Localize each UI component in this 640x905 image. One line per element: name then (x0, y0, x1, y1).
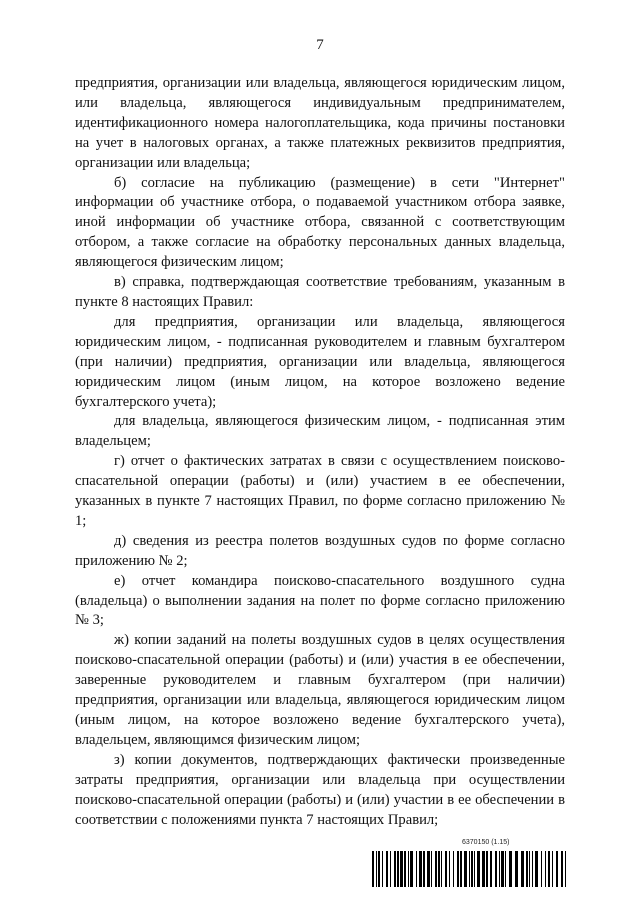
document-code: 6370150 (1.15) (462, 839, 510, 846)
paragraph-item-z: з) копии документов, подтверждающих фактически произведенные затраты предприятия, организации или владельца при осуществлении поисково-спасательной операции (работы) и (или) участии в ее обеспечении в соответствии с положениями пункта 7 настоящих Правил; (75, 751, 565, 828)
paragraph-item-b: б) согласие на публикацию (размещение) в сети "Интернет" информации об участнике отбора, о подаваемой участником отбора заявке, иной информации об участнике отбора, связанной с соответствующим отбором, а также согласие на обработку персональных данных владельца, являющегося физическим лицом; (75, 174, 565, 271)
barcode (372, 851, 567, 887)
paragraph-item-g: г) отчет о фактических затратах в связи с осуществлением поисково-спасательной операции (работы) и (или) участием в ее обеспечении, указанных в пункте 7 настоящих Правил, по форме согласно приложению № 1; (75, 453, 565, 529)
paragraph-item-zh: ж) копии заданий на полеты воздушных судов в целях осуществления поисково-спасательной операции (работы) и (или) участия в ее обеспечении, заверенные руководителем и главным бухгалтером (при наличии) предприятия, организации или владельца, являющегося юридическим лицом (иным лицом, на которое возложено ведение бухгалтерского учета), владельцем, являющимся физическим лицом; (75, 632, 565, 748)
paragraph-item-v: в) справка, подтверждающая соответствие требованиям, указанным в пункте 8 настоящих Правил: (75, 274, 565, 310)
paragraph-item-d: д) сведения из реестра полетов воздушных судов по форме согласно приложению № 2; (75, 532, 565, 569)
paragraph-individual: для владельца, являющегося физическим лицом, - подписанная этим владельцем; (75, 413, 565, 450)
paragraph-item-e: е) отчет командира поисково-спасательного воздушного судна (владельца) о выполнении задания на полет по форме согласно приложению № 3; (75, 572, 565, 629)
paragraph-continuation: предприятия, организации или владельца, являющегося юридическим лицом, или владельца, являющегося индивидуальным предпринимателем, идентификационного номера налогоплательщика, кода причины постановки на учет в налоговых органах, а также платежных реквизитов предприятия, организации или владельца; (75, 75, 565, 171)
body-text (75, 74, 565, 830)
paragraph-legal-entity: для предприятия, организации или владельца, являющегося юридическим лицом, - подписанная руководителем и главным бухгалтером (при наличии) предприятия, организации или владельца, являющегося юридическим лицом (иным лицом, на которое возложено ведение бухгалтерского учета); (75, 313, 565, 410)
page-number: 7 (316, 37, 324, 53)
